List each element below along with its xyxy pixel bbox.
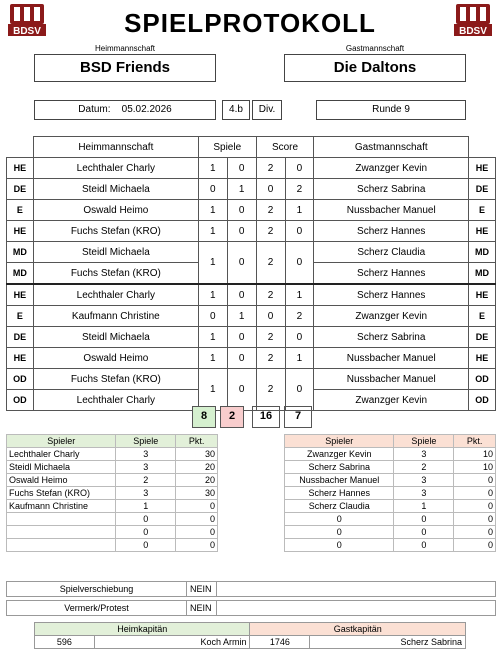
match-g1-cell: 1 bbox=[198, 221, 227, 242]
player-name: 0 bbox=[285, 539, 394, 552]
match-s1-cell: 2 bbox=[256, 327, 285, 348]
match-g2-cell: 1 bbox=[227, 179, 256, 200]
player-name: Steidl Michaela bbox=[7, 461, 116, 474]
player-name bbox=[7, 526, 116, 539]
stats-row bbox=[285, 513, 496, 526]
player-games: 3 bbox=[394, 474, 454, 487]
match-g2-cell: 0 bbox=[227, 200, 256, 221]
stats-row bbox=[7, 539, 218, 552]
player-name bbox=[7, 513, 116, 526]
match-g1-cell: 0 bbox=[198, 306, 227, 327]
guest-player-stats bbox=[284, 434, 496, 552]
home-game-type: MD bbox=[7, 263, 34, 285]
stats-row bbox=[285, 474, 496, 487]
stats-row bbox=[285, 526, 496, 539]
match-g1-cell: 1 bbox=[198, 200, 227, 221]
home-game-type: E bbox=[7, 200, 34, 221]
player-name: Scherz Claudia bbox=[285, 500, 394, 513]
player-games: 3 bbox=[394, 448, 454, 461]
bdsv-logo-left bbox=[6, 2, 48, 38]
stats-row bbox=[7, 500, 218, 513]
home-game-type: E bbox=[7, 306, 34, 327]
guest-captain-label: Gastkapitän bbox=[250, 623, 466, 636]
match-table bbox=[6, 136, 496, 411]
home-game-type: HE bbox=[7, 221, 34, 242]
total-score-home: 16 bbox=[252, 406, 280, 428]
player-name: Oswald Heimo bbox=[7, 474, 116, 487]
guest-game-type: HE bbox=[469, 158, 496, 179]
guest-player: Zwanzger Kevin bbox=[314, 390, 469, 411]
match-s1-cell: 2 bbox=[256, 348, 285, 369]
player-games: 1 bbox=[394, 500, 454, 513]
guest-captain-name: Scherz Sabrina bbox=[310, 636, 466, 649]
match-s1-cell: 2 bbox=[256, 284, 285, 306]
guest-stats-col-games: Spiele bbox=[394, 435, 454, 448]
match-row bbox=[7, 327, 496, 348]
match-g2-cell: 0 bbox=[227, 158, 256, 179]
guest-team-name: Die Daltons bbox=[284, 54, 466, 82]
postpone-value: NEIN bbox=[187, 582, 217, 597]
home-player: Lechthaler Charly bbox=[33, 284, 198, 306]
match-s1-cell: 0 bbox=[256, 179, 285, 200]
date-label: Datum: bbox=[78, 104, 111, 115]
guest-stats-header bbox=[285, 435, 496, 448]
col-games: Spiele bbox=[198, 137, 256, 158]
guest-player: Scherz Sabrina bbox=[314, 179, 469, 200]
player-games: 0 bbox=[394, 539, 454, 552]
match-g1-cell: 1 bbox=[198, 284, 227, 306]
svg-text:BDSV: BDSV bbox=[13, 26, 41, 37]
home-game-type: MD bbox=[7, 242, 34, 263]
total-games-home: 8 bbox=[192, 406, 216, 428]
stats-row bbox=[285, 539, 496, 552]
guest-team-caption: Gastmannschaft bbox=[345, 44, 405, 53]
guest-player: Zwanzger Kevin bbox=[314, 158, 469, 179]
player-name: Lechthaler Charly bbox=[7, 448, 116, 461]
guest-player: Scherz Claudia bbox=[314, 242, 469, 263]
guest-player: Scherz Sabrina bbox=[314, 327, 469, 348]
guest-stats-col-player: Spieler bbox=[285, 435, 394, 448]
match-s2-cell: 1 bbox=[285, 284, 314, 306]
player-points: 20 bbox=[176, 474, 218, 487]
player-points: 0 bbox=[176, 526, 218, 539]
player-points: 0 bbox=[176, 539, 218, 552]
match-row bbox=[7, 348, 496, 369]
guest-game-type: HE bbox=[469, 221, 496, 242]
player-points: 0 bbox=[176, 500, 218, 513]
home-player: Lechthaler Charly bbox=[33, 390, 198, 411]
player-points: 30 bbox=[176, 487, 218, 500]
match-row bbox=[7, 200, 496, 221]
stats-row bbox=[7, 526, 218, 539]
match-g1-cell: 0 bbox=[198, 179, 227, 200]
player-points: 20 bbox=[176, 461, 218, 474]
player-name: Fuchs Stefan (KRO) bbox=[7, 487, 116, 500]
player-games: 0 bbox=[116, 539, 176, 552]
home-player: Fuchs Stefan (KRO) bbox=[33, 221, 198, 242]
guest-game-type: MD bbox=[469, 263, 496, 285]
match-g2-cell: 0 bbox=[227, 221, 256, 242]
player-name: 0 bbox=[285, 513, 394, 526]
home-player: Steidl Michaela bbox=[33, 327, 198, 348]
home-captain-label: Heimkapitän bbox=[35, 623, 250, 636]
match-row bbox=[7, 284, 496, 306]
player-name: Zwanzger Kevin bbox=[285, 448, 394, 461]
home-player: Fuchs Stefan (KRO) bbox=[33, 369, 198, 390]
player-name: Nussbacher Manuel bbox=[285, 474, 394, 487]
match-g2-cell: 0 bbox=[227, 369, 256, 411]
home-game-type: OD bbox=[7, 369, 34, 390]
match-row bbox=[7, 242, 496, 263]
guest-stats-col-points: Pkt. bbox=[454, 435, 496, 448]
date-value: 05.02.2026 bbox=[121, 104, 172, 115]
player-points: 10 bbox=[454, 448, 496, 461]
player-points: 0 bbox=[176, 513, 218, 526]
player-games: 3 bbox=[394, 487, 454, 500]
stats-row bbox=[7, 474, 218, 487]
guest-game-type: E bbox=[469, 200, 496, 221]
player-games: 2 bbox=[116, 474, 176, 487]
match-s2-cell: 0 bbox=[285, 158, 314, 179]
home-player: Steidl Michaela bbox=[33, 179, 198, 200]
stats-row bbox=[7, 448, 218, 461]
home-player: Lechthaler Charly bbox=[33, 158, 198, 179]
player-points: 0 bbox=[454, 487, 496, 500]
player-games: 1 bbox=[116, 500, 176, 513]
stats-row bbox=[285, 461, 496, 474]
home-stats-header bbox=[7, 435, 218, 448]
total-score-guest: 7 bbox=[284, 406, 312, 428]
player-points: 0 bbox=[454, 513, 496, 526]
protest-note bbox=[217, 601, 496, 616]
match-g1-cell: 1 bbox=[198, 327, 227, 348]
guest-player: Scherz Hannes bbox=[314, 263, 469, 285]
match-g2-cell: 1 bbox=[227, 306, 256, 327]
player-games: 0 bbox=[116, 526, 176, 539]
svg-text:BDSV: BDSV bbox=[459, 26, 487, 37]
postpone-row bbox=[6, 581, 496, 597]
guest-game-type: MD bbox=[469, 242, 496, 263]
home-player-stats bbox=[6, 434, 218, 552]
player-games: 2 bbox=[394, 461, 454, 474]
col-home-team: Heimmannschaft bbox=[33, 137, 198, 158]
match-s1-cell: 2 bbox=[256, 221, 285, 242]
postpone-note bbox=[217, 582, 496, 597]
player-points: 0 bbox=[454, 500, 496, 513]
player-games: 0 bbox=[394, 526, 454, 539]
match-s2-cell: 0 bbox=[285, 369, 314, 411]
col-guest-team: Gastmannschaft bbox=[314, 137, 469, 158]
player-points: 0 bbox=[454, 539, 496, 552]
home-player: Kaufmann Christine bbox=[33, 306, 198, 327]
match-s1-cell: 2 bbox=[256, 369, 285, 411]
division-number: 4.b bbox=[222, 100, 250, 120]
match-row bbox=[7, 306, 496, 327]
bdsv-logo-right bbox=[452, 2, 494, 38]
guest-captain-id: 1746 bbox=[250, 636, 310, 649]
guest-player: Zwanzger Kevin bbox=[314, 306, 469, 327]
player-points: 30 bbox=[176, 448, 218, 461]
home-stats-col-games: Spiele bbox=[116, 435, 176, 448]
home-game-type: HE bbox=[7, 284, 34, 306]
match-g1-cell: 1 bbox=[198, 158, 227, 179]
match-s1-cell: 2 bbox=[256, 158, 285, 179]
home-captain-id: 596 bbox=[35, 636, 95, 649]
match-g1-cell: 1 bbox=[198, 348, 227, 369]
guest-game-type: E bbox=[469, 306, 496, 327]
guest-player: Nussbacher Manuel bbox=[314, 200, 469, 221]
home-game-type: DE bbox=[7, 327, 34, 348]
match-row bbox=[7, 221, 496, 242]
home-game-type: HE bbox=[7, 158, 34, 179]
guest-game-type: OD bbox=[469, 390, 496, 411]
col-score: Score bbox=[256, 137, 314, 158]
guest-game-type: OD bbox=[469, 369, 496, 390]
guest-player: Scherz Hannes bbox=[314, 221, 469, 242]
guest-player: Nussbacher Manuel bbox=[314, 369, 469, 390]
player-name: Scherz Sabrina bbox=[285, 461, 394, 474]
player-games: 3 bbox=[116, 487, 176, 500]
division-label: Div. bbox=[252, 100, 282, 120]
match-g2-cell: 0 bbox=[227, 284, 256, 306]
match-row bbox=[7, 158, 496, 179]
player-points: 0 bbox=[454, 474, 496, 487]
match-g2-cell: 0 bbox=[227, 242, 256, 285]
match-row bbox=[7, 369, 496, 390]
match-row bbox=[7, 179, 496, 200]
stats-row bbox=[7, 487, 218, 500]
protest-row bbox=[6, 600, 496, 616]
page-title: SPIELPROTOKOLL bbox=[124, 8, 376, 38]
guest-game-type: HE bbox=[469, 348, 496, 369]
guest-game-type: DE bbox=[469, 327, 496, 348]
match-s2-cell: 1 bbox=[285, 200, 314, 221]
home-team-name: BSD Friends bbox=[34, 54, 216, 82]
round-field: Runde 9 bbox=[316, 100, 466, 120]
postpone-label: Spielverschiebung bbox=[7, 582, 187, 597]
captains-table bbox=[34, 622, 466, 649]
stats-row bbox=[7, 461, 218, 474]
home-captain-name: Koch Armin bbox=[94, 636, 250, 649]
guest-game-type: DE bbox=[469, 179, 496, 200]
match-s1-cell: 0 bbox=[256, 306, 285, 327]
player-name: 0 bbox=[285, 526, 394, 539]
player-games: 3 bbox=[116, 448, 176, 461]
player-games: 0 bbox=[116, 513, 176, 526]
guest-game-type: HE bbox=[469, 284, 496, 306]
match-g2-cell: 0 bbox=[227, 348, 256, 369]
match-s2-cell: 0 bbox=[285, 327, 314, 348]
protest-value: NEIN bbox=[187, 601, 217, 616]
match-g2-cell: 0 bbox=[227, 327, 256, 348]
home-player: Fuchs Stefan (KRO) bbox=[33, 263, 198, 285]
match-s1-cell: 2 bbox=[256, 200, 285, 221]
match-s1-cell: 2 bbox=[256, 242, 285, 285]
protest-label: Vermerk/Protest bbox=[7, 601, 187, 616]
stats-row bbox=[285, 487, 496, 500]
player-points: 10 bbox=[454, 461, 496, 474]
player-points: 0 bbox=[454, 526, 496, 539]
match-s2-cell: 0 bbox=[285, 242, 314, 285]
player-name bbox=[7, 539, 116, 552]
home-team-caption: Heimmannschaft bbox=[94, 44, 156, 53]
guest-player: Scherz Hannes bbox=[314, 284, 469, 306]
stats-row bbox=[7, 513, 218, 526]
home-player: Oswald Heimo bbox=[33, 200, 198, 221]
home-player: Oswald Heimo bbox=[33, 348, 198, 369]
match-header-row bbox=[7, 137, 496, 158]
home-game-type: HE bbox=[7, 348, 34, 369]
home-game-type: OD bbox=[7, 390, 34, 411]
player-name: Kaufmann Christine bbox=[7, 500, 116, 513]
guest-player: Nussbacher Manuel bbox=[314, 348, 469, 369]
match-s2-cell: 1 bbox=[285, 348, 314, 369]
match-s2-cell: 2 bbox=[285, 306, 314, 327]
stats-row bbox=[285, 448, 496, 461]
home-game-type: DE bbox=[7, 179, 34, 200]
match-s2-cell: 2 bbox=[285, 179, 314, 200]
home-player: Steidl Michaela bbox=[33, 242, 198, 263]
stats-row bbox=[285, 500, 496, 513]
total-games-guest: 2 bbox=[220, 406, 244, 428]
date-field bbox=[34, 100, 216, 120]
match-g1-cell: 1 bbox=[198, 242, 227, 285]
match-s2-cell: 0 bbox=[285, 221, 314, 242]
player-games: 3 bbox=[116, 461, 176, 474]
player-name: Scherz Hannes bbox=[285, 487, 394, 500]
home-stats-col-player: Spieler bbox=[7, 435, 116, 448]
match-g1-cell: 1 bbox=[198, 369, 227, 411]
home-stats-col-points: Pkt. bbox=[176, 435, 218, 448]
player-games: 0 bbox=[394, 513, 454, 526]
